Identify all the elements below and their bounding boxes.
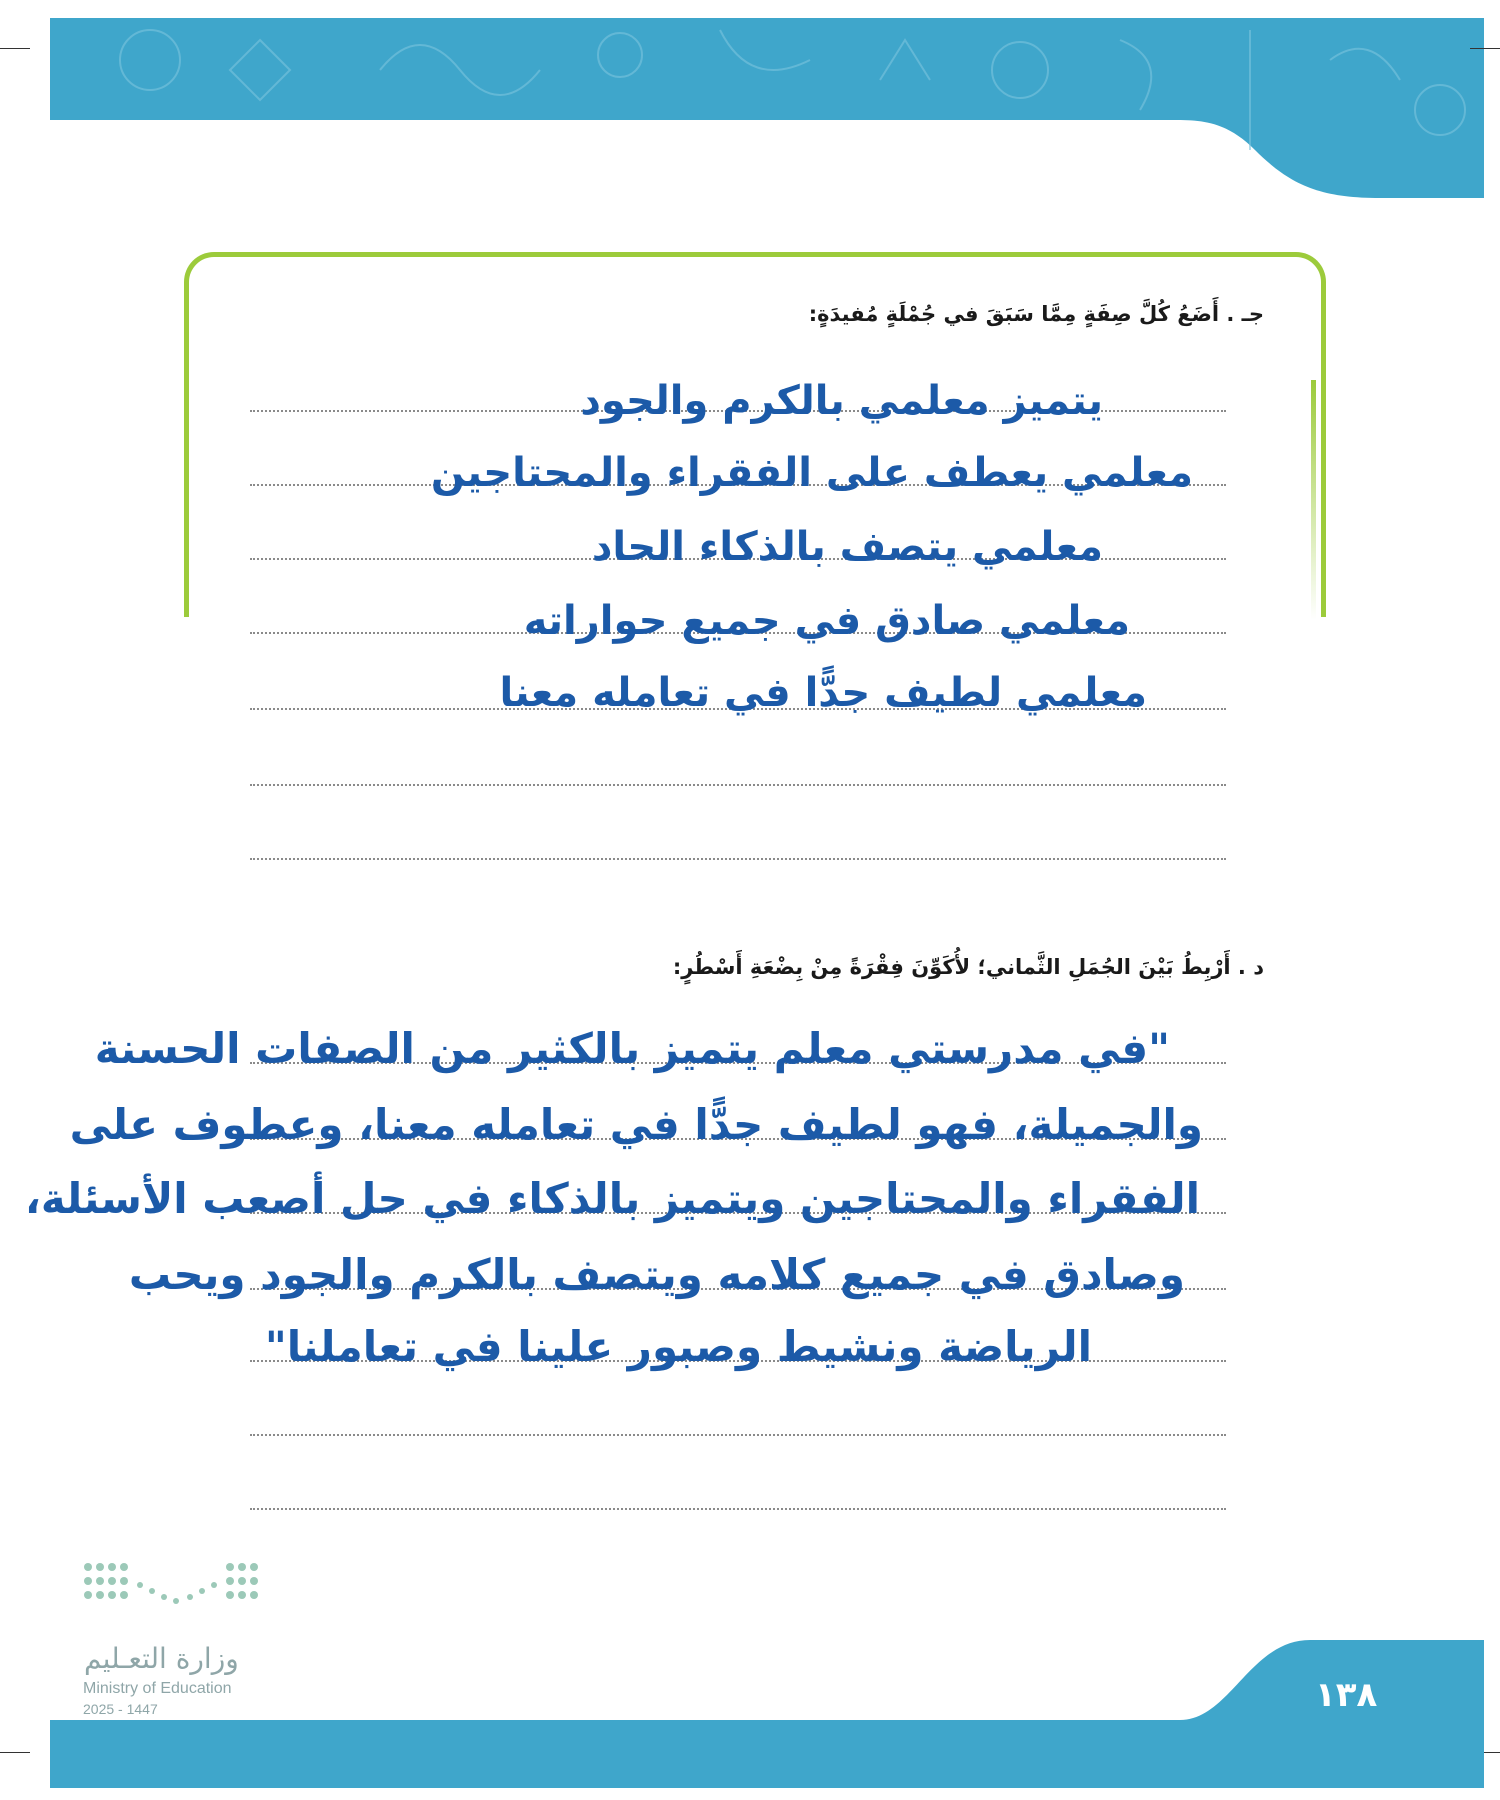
crop-mark [0,48,30,49]
section-c-prompt: جـ . أَضَعُ كُلَّ صِفَةٍ مِمَّا سَبَقَ في جُمْلَةٍ مُفيدَةٍ: [808,302,1264,326]
paragraph-line: الرياضة ونشيط وصبور علينا في تعاملنا" [264,1322,1092,1371]
answer-line: معلمي لطيف جدًّا في تعامله معنا [499,670,1147,716]
ministry-name-en: Ministry of Education [83,1680,232,1697]
paragraph-line: الفقراء والمحتاجين ويتميز بالذكاء في حل أصعب الأسئلة، [24,1174,1200,1223]
frame-fade-left [184,380,189,620]
writing-line [250,858,1226,860]
answer-line: يتميز معلمي بالكرم والجود [580,378,1103,424]
header-band [0,0,1500,200]
frame-fade-right [1311,380,1316,620]
answer-line: معلمي يتصف بالذكاء الحاد [591,524,1103,570]
paragraph-line: والجميلة، فهو لطيف جدًّا في تعامله معنا، وعطوف على [69,1100,1203,1149]
section-d-prompt: د . أَرْبِطُ بَيْنَ الجُمَلِ الثَّماني؛ لأُكَوِّنَ فِقْرَةً مِنْ بِضْعَةِ أَسْطُرٍ: [672,955,1264,979]
page-number: ١٣٨ [1315,1675,1378,1715]
writing-line [250,1434,1226,1436]
edition-year: 2025 - 1447 [83,1701,158,1717]
crop-mark [1470,48,1500,49]
answer-line: معلمي صادق في جميع حواراته [523,598,1130,644]
writing-line [250,784,1226,786]
ministry-name-ar: وزارة التعـليم [84,1642,239,1675]
paragraph-line: وصادق في جميع كلامه ويتصف بالكرم والجود ويحب [128,1250,1185,1299]
writing-line [250,1508,1226,1510]
footer-band [0,1620,1500,1800]
paragraph-line: "في مدرستي معلم يتميز بالكثير من الصفات الحسنة [94,1024,1170,1073]
answer-line: معلمي يعطف على الفقراء والمحتاجين [430,450,1193,496]
